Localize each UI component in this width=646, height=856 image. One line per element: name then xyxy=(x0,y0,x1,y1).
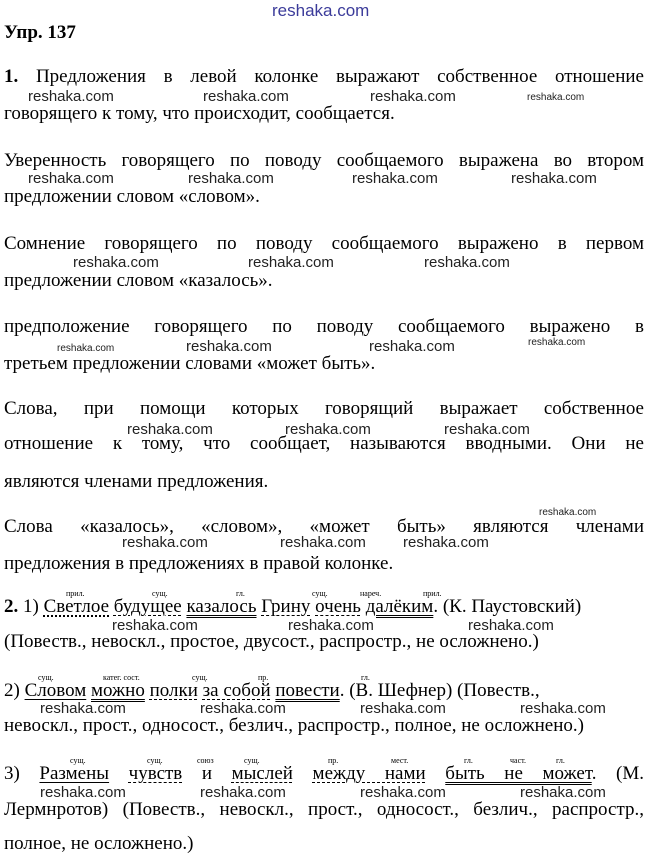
pos-tag: сущ. xyxy=(192,673,208,682)
example-1-word-6: далёким xyxy=(365,596,434,617)
watermark: reshaka.com xyxy=(112,617,198,634)
watermark: reshaka.com xyxy=(40,700,126,717)
paragraph-4-line-1: предположение говорящего по поводу сообщаемого выражено в xyxy=(4,316,644,337)
watermark: reshaka.com xyxy=(370,88,456,105)
example-2-word-3: полки xyxy=(149,680,198,701)
section-number-1: 1. xyxy=(4,66,19,87)
example-3-analysis-1: Лермнротов) (Повеств., невоскл., прост., односост., безлич., распростр., xyxy=(4,799,644,820)
pos-tag: мест. xyxy=(391,756,409,765)
example-2-line-1 xyxy=(4,680,644,702)
paragraph-5-line-2: отношение к тому, что сообщает, называются вводными. Они не xyxy=(4,433,644,454)
example-3-analysis-2: полное, не осложнено.) xyxy=(4,833,194,854)
example-1-word-5: очень xyxy=(315,596,361,617)
pos-tag: сущ. xyxy=(38,673,54,682)
watermark: reshaka.com xyxy=(122,534,208,551)
watermark: reshaka.com xyxy=(444,421,530,438)
pos-tag: сущ. xyxy=(152,589,168,598)
example-3-word-6: быть не может xyxy=(445,763,592,784)
example-2-word-2: можно xyxy=(91,680,145,701)
pos-tag: част. xyxy=(510,756,527,765)
pos-tag: сущ. xyxy=(70,756,86,765)
example-2-number: 2) xyxy=(4,680,20,701)
watermark: reshaka.com xyxy=(360,784,446,801)
paragraph-2-line-1: Уверенность говорящего по поводу сообщаемого выражена во втором xyxy=(4,150,644,171)
pos-tag: гл. xyxy=(236,589,245,598)
watermark: reshaka.com xyxy=(57,343,115,354)
watermark: reshaka.com xyxy=(528,337,586,348)
paragraph-4-line-2: третьем предложении словами «может быть». xyxy=(4,353,376,374)
watermark: reshaka.com xyxy=(28,88,114,105)
example-1-number: 1) xyxy=(23,596,39,617)
watermark: reshaka.com xyxy=(186,338,272,355)
pos-tag: катег. сост. xyxy=(103,673,140,682)
pos-tag: пр. xyxy=(328,756,339,765)
watermark: reshaka.com xyxy=(280,534,366,551)
example-2-word-1: Словом xyxy=(24,680,87,701)
watermark: reshaka.com xyxy=(352,170,438,187)
example-1-line-1 xyxy=(4,596,644,618)
pos-tag: прил. xyxy=(423,589,442,598)
paragraph-2-line-2: предложении словом «словом». xyxy=(4,186,260,207)
watermark: reshaka.com xyxy=(520,700,606,717)
example-1-word-3: казалось xyxy=(186,596,257,617)
example-1-analysis: (Повеств., невоскл., простое, двусост., распростр., не осложнено.) xyxy=(4,631,539,652)
paragraph-6-line-2: предложения в предложениях в правой колонке. xyxy=(4,553,394,574)
exercise-title: Упр. 137 xyxy=(4,22,76,43)
paragraph-1-line-1 xyxy=(4,66,644,88)
example-1-word-2: будущее xyxy=(113,596,182,617)
watermark: reshaka.com xyxy=(527,92,585,103)
example-3-line-1 xyxy=(4,763,644,785)
paragraph-5-line-1: Слова, при помощи которых говорящий выражает собственное xyxy=(4,398,644,419)
watermark: reshaka.com xyxy=(73,254,159,271)
example-3-word-3: и xyxy=(201,763,213,784)
example-3-word-5: между нами xyxy=(312,763,426,784)
watermark: reshaka.com xyxy=(203,88,289,105)
pos-tag: сущ. xyxy=(147,756,163,765)
example-2-source: . (В. Шефнер) (Повеств., xyxy=(339,680,540,701)
paragraph-6-line-1: Слова «казалось», «словом», «может быть» являются членами xyxy=(4,516,644,537)
example-3-source: . (М. xyxy=(591,763,645,784)
pos-tag: гл. xyxy=(556,756,565,765)
pos-tag: сущ. xyxy=(244,756,260,765)
example-2-word-4: за собой xyxy=(202,680,271,701)
paragraph-5-line-3: являются членами предложения. xyxy=(4,471,269,492)
pos-tag: пр. xyxy=(258,673,269,682)
watermark: reshaka.com xyxy=(424,254,510,271)
pos-tag: гл. xyxy=(464,756,473,765)
paragraph-1-text: Предложения в левой колонке выражают собственное отношение xyxy=(35,66,644,87)
pos-tag: нареч. xyxy=(360,589,382,598)
example-3-number: 3) xyxy=(4,763,20,784)
example-1-word-1: Светлое xyxy=(43,596,110,617)
example-3-word-4: мыслей xyxy=(231,763,293,784)
watermark: reshaka.com xyxy=(200,784,286,801)
watermark: reshaka.com xyxy=(403,534,489,551)
paragraph-1-line-2: говорящего к тому, что происходит, сообщается. xyxy=(4,103,395,124)
pos-tag: гл. xyxy=(361,673,370,682)
pos-tag: прил. xyxy=(66,589,85,598)
watermark: reshaka.com xyxy=(200,700,286,717)
watermark: reshaka.com xyxy=(28,170,114,187)
watermark: reshaka.com xyxy=(188,170,274,187)
example-3-word-2: чувств xyxy=(128,763,183,784)
pos-tag: сущ. xyxy=(312,589,328,598)
site-watermark: reshaka.com xyxy=(272,1,370,20)
watermark: reshaka.com xyxy=(539,507,597,518)
watermark: reshaka.com xyxy=(520,784,606,801)
watermark: reshaka.com xyxy=(127,421,213,438)
example-2-analysis: невоскл., прост., односост., безлич., распростр., полное, не осложнено.) xyxy=(4,715,584,736)
example-3-word-1: Размены xyxy=(39,763,110,784)
example-1-word-4: Грину xyxy=(261,596,311,617)
watermark: reshaka.com xyxy=(468,617,554,634)
paragraph-3-line-2: предложении словом «казалось». xyxy=(4,270,273,291)
section-number-2: 2. xyxy=(4,596,19,617)
watermark: reshaka.com xyxy=(288,617,374,634)
watermark: reshaka.com xyxy=(369,338,455,355)
example-2-word-5: повести xyxy=(275,680,340,701)
watermark: reshaka.com xyxy=(40,784,126,801)
pos-tag: союз xyxy=(197,756,214,765)
watermark: reshaka.com xyxy=(285,421,371,438)
watermark: reshaka.com xyxy=(248,254,334,271)
paragraph-3-line-1: Сомнение говорящего по поводу сообщаемого выражено в первом xyxy=(4,233,644,254)
watermark: reshaka.com xyxy=(360,700,446,717)
example-1-source: . (К. Паустовский) xyxy=(433,596,582,617)
watermark: reshaka.com xyxy=(511,170,597,187)
